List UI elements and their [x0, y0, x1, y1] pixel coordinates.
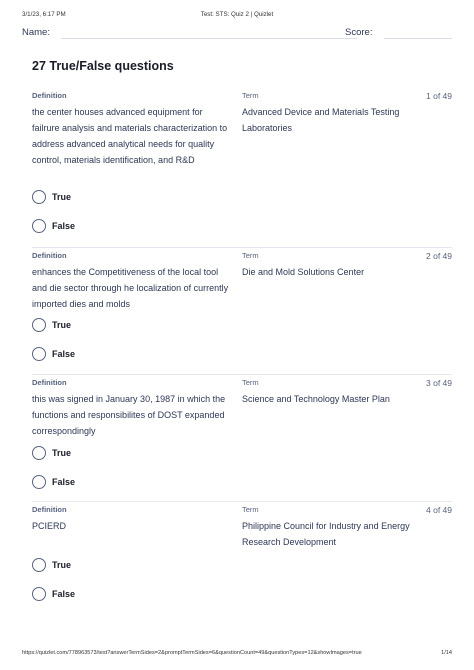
print-header [22, 11, 452, 21]
definition-label: Definition [32, 251, 67, 260]
question-definition: this was signed in January 30, 1987 in which the functions and responsibilites of DOST expanded correspondingly [32, 394, 226, 436]
question-definition: the center houses advanced equipment for failrure analysis and materials characterization to address advanced analytical needs for quality control, materials identification, and R&D [32, 107, 228, 165]
radio-circle-icon[interactable] [32, 318, 46, 332]
question-definition: enhances the Competitiveness of the local tool and die sector through he localization of currently imported dies and molds [32, 267, 229, 309]
question-term: Philippine Council for Industry and Energy Research Development [242, 521, 410, 547]
name-field[interactable] [61, 38, 357, 39]
question-card [32, 251, 452, 366]
question-card [32, 91, 452, 241]
radio-circle-icon[interactable] [32, 446, 46, 460]
question-term: Die and Mold Solutions Center [242, 267, 365, 277]
print-footer [22, 650, 452, 659]
section-title: 27 True/False questions [32, 59, 174, 73]
false-label: False [52, 349, 76, 359]
true-option[interactable] [32, 557, 71, 573]
true-label: True [52, 448, 72, 458]
false-option[interactable] [32, 346, 75, 362]
true-option[interactable] [32, 189, 71, 205]
false-label: False [52, 477, 76, 487]
question-term: Science and Technology Master Plan [242, 394, 390, 404]
definition-label: Definition [32, 505, 67, 514]
name-label: Name: [22, 27, 50, 38]
page-number: 1/14 [441, 650, 452, 656]
print-url: https://quizlet.com/778963573/test?answerTermSides=2&promptTermSides=6&questionCount=49&questionTypes=12&showImages=true [22, 650, 362, 656]
definition-label: Definition [32, 91, 67, 100]
radio-circle-icon[interactable] [32, 587, 46, 601]
question-counter: 1 of 49 [426, 91, 452, 101]
term-label: Term [242, 91, 259, 100]
question-term: Advanced Device and Materials Testing Laboratories [242, 107, 400, 133]
true-label: True [52, 192, 72, 202]
radio-circle-icon[interactable] [32, 475, 46, 489]
term-label: Term [242, 505, 259, 514]
definition-label: Definition [32, 378, 67, 387]
term-label: Term [242, 251, 259, 260]
question-counter: 3 of 49 [426, 378, 452, 388]
false-option[interactable] [32, 586, 75, 602]
question-definition: PCIERD [32, 521, 67, 531]
question-divider [32, 247, 452, 248]
question-counter: 4 of 49 [426, 505, 452, 515]
radio-circle-icon[interactable] [32, 190, 46, 204]
true-option[interactable] [32, 317, 71, 333]
question-card [32, 378, 452, 493]
score-field[interactable] [384, 38, 452, 39]
true-option[interactable] [32, 445, 71, 461]
question-card [32, 505, 452, 605]
false-label: False [52, 221, 76, 231]
radio-circle-icon[interactable] [32, 558, 46, 572]
true-label: True [52, 320, 72, 330]
name-score-row [22, 27, 452, 41]
radio-circle-icon[interactable] [32, 219, 46, 233]
score-label: Score: [345, 27, 373, 38]
false-option[interactable] [32, 474, 75, 490]
question-divider [32, 374, 452, 375]
print-date: 3/1/23, 6:17 PM [22, 11, 66, 18]
print-title: Test: STS: Quiz 2 | Quizlet [200, 11, 274, 18]
question-counter: 2 of 49 [426, 251, 452, 261]
true-label: True [52, 560, 72, 570]
radio-circle-icon[interactable] [32, 347, 46, 361]
false-label: False [52, 589, 76, 599]
term-label: Term [242, 378, 259, 387]
false-option[interactable] [32, 218, 75, 234]
question-divider [32, 501, 452, 502]
